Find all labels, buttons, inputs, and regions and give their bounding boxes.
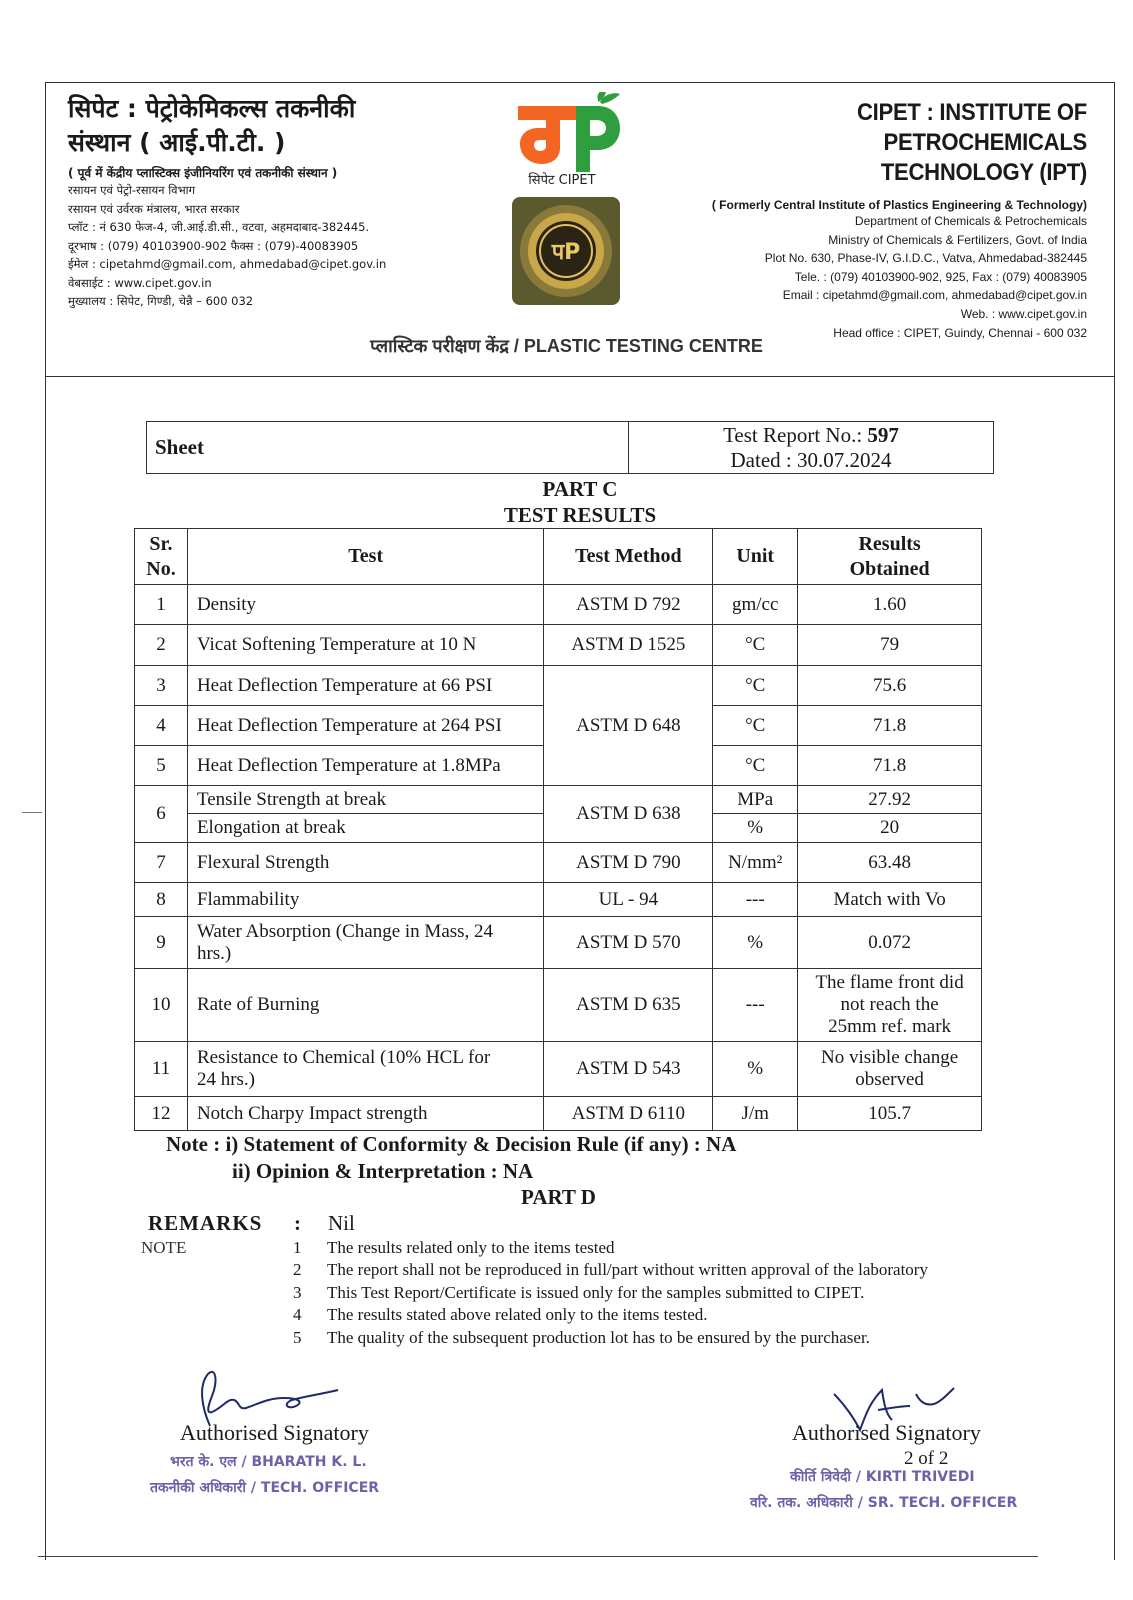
hindi-title-line2: संस्थान ( आई.पी.टी. ) <box>68 128 286 157</box>
part-c-heading <box>0 476 1133 528</box>
report-info <box>629 422 993 473</box>
note-opinion: ii) Opinion & Interpretation : NA <box>232 1159 534 1183</box>
header-sr: Sr. No. <box>135 529 188 585</box>
english-address-line: Plot No. 630, Phase-IV, G.I.D.C., Vatva, Ahmedabad-382445 <box>764 251 1087 266</box>
header-method: Test Method <box>544 529 713 585</box>
table-row: 6 Tensile Strength at break ASTM D 638 MPa 27.92 <box>135 786 982 814</box>
english-title-line2: TECHNOLOGY (IPT) <box>880 159 1087 186</box>
right-signatory-title: Authorised Signatory <box>792 1420 981 1445</box>
right-signatory-name: कीर्ति त्रिवेदी / KIRTI TRIVEDI <box>790 1469 975 1485</box>
report-number: 597 <box>867 423 899 447</box>
note-label: NOTE <box>141 1238 187 1257</box>
left-signatory-name: भरत के. एल / BHARATH K. L. <box>170 1454 367 1470</box>
table-row: 8 Flammability UL - 94 --- Match with Vo <box>135 883 982 917</box>
list-item: 3 This Test Report/Certificate is issued only for the samples submitted to CIPET. <box>293 1282 865 1302</box>
hindi-address-line: मुख्यालय : सिपेट, गिण्डी, चेन्नै – 600 032 <box>68 294 254 308</box>
margin-mark <box>22 812 42 813</box>
english-address-line: Email : cipetahmd@gmail.com, ahmedabad@cipet.gov.in <box>782 288 1087 303</box>
header-results: Results Obtained <box>798 529 982 585</box>
test-results-table <box>134 528 982 1131</box>
sheet-box <box>146 421 994 474</box>
english-header <box>657 98 1087 342</box>
english-address-line: Tele. : (079) 40103900-902, 925, Fax : (079) 40083905 <box>794 269 1087 284</box>
table-row: 9 Water Absorption (Change in Mass, 24 hrs.) ASTM D 570 % 0.072 <box>135 917 982 969</box>
remarks-label: REMARKS <box>148 1211 263 1235</box>
left-signatory-designation: तकनीकी अधिकारी / TECH. OFFICER <box>150 1480 380 1496</box>
remarks-value: Nil <box>328 1211 355 1235</box>
svg-text:पP: पP <box>551 240 581 265</box>
part-c-subtitle: TEST RESULTS <box>503 503 657 527</box>
list-item: 4 The results stated above related only to the items tested. <box>293 1305 708 1325</box>
table-row: 1 Density ASTM D 792 gm/cc 1.60 <box>135 585 982 625</box>
table-row: Elongation at break % 20 <box>135 814 982 843</box>
english-address-line: Department of Chemicals & Petrochemicals <box>854 214 1087 228</box>
hindi-address-line: प्लॉट : नं 630 फेज-4, जी.आई.डी.सी., वटवा, अहमदाबाद-382445. <box>68 220 370 234</box>
hindi-address-line: रसायन एवं उर्वरक मंत्रालय, भारत सरकार <box>68 201 240 216</box>
hindi-address-line: वेबसाईट : www.cipet.gov.in <box>68 275 212 290</box>
english-address-line: Web. : www.cipet.gov.in <box>960 306 1087 321</box>
list-item: 5 The quality of the subsequent production lot has to be ensured by the purchaser. <box>293 1327 870 1347</box>
hindi-address-line: रसायन एवं पेट्रो-रसायन विभाग <box>68 183 196 197</box>
bottom-rule <box>38 1556 1038 1557</box>
plastic-testing-centre: प्लास्टिक परीक्षण केंद्र / PLASTIC TESTING CENTRE <box>370 336 763 356</box>
table-row: 4 Heat Deflection Temperature at 264 PSI °C 71.8 <box>135 706 982 746</box>
note-conformity: Note : i) Statement of Conformity & Decision Rule (if any) : NA <box>166 1132 737 1156</box>
english-address-line: Head office : CIPET, Guindy, Chennai - 600 032 <box>833 325 1087 340</box>
table-row: 12 Notch Charpy Impact strength ASTM D 6110 J/m 105.7 <box>135 1097 982 1131</box>
sheet-label: Sheet <box>147 422 629 473</box>
header-test: Test <box>187 529 544 585</box>
remarks-colon: : <box>294 1211 301 1235</box>
table-row: 7 Flexural Strength ASTM D 790 N/mm² 63.48 <box>135 843 982 883</box>
list-item: 2 The report shall not be reproduced in full/part without written approval of the laboratory <box>293 1260 928 1280</box>
table-row: 5 Heat Deflection Temperature at 1.8MPa °C 71.8 <box>135 746 982 786</box>
table-row: 10 Rate of Burning ASTM D 635 --- The flame front did not reach the 25mm ref. mark <box>135 969 982 1042</box>
english-title-line1: CIPET : INSTITUTE OF PETROCHEMICALS <box>857 99 1087 156</box>
part-d-title: PART D <box>521 1185 596 1209</box>
logo-caption: सिपेट CIPET <box>528 173 596 188</box>
hindi-title-line1: सिपेट : पेट्रोकेमिकल्स तकनीकी <box>68 94 356 123</box>
english-formerly: ( Formerly Central Institute of Plastics Engineering & Technology) <box>711 198 1087 212</box>
right-signatory-designation: वरि. तक. अधिकारी / SR. TECH. OFFICER <box>750 1495 1018 1511</box>
report-date: Dated : 30.07.2024 <box>730 448 892 472</box>
report-number-line <box>629 423 993 448</box>
report-label: Test Report No.: <box>723 423 868 447</box>
header-divider <box>45 376 1115 377</box>
header-unit: Unit <box>713 529 798 585</box>
hindi-address-line: दूरभाष : (079) 40103900-902 फैक्स : (079)-40083905 <box>68 238 359 253</box>
hindi-header <box>68 92 488 311</box>
notes-list <box>290 1237 1010 1349</box>
english-address-line: Ministry of Chemicals & Fertilizers, Govt. of India <box>828 232 1087 247</box>
table-header-row <box>135 529 982 585</box>
table-row: 3 Heat Deflection Temperature at 66 PSI ASTM D 648 °C 75.6 <box>135 666 982 706</box>
left-signatory-title: Authorised Signatory <box>180 1420 369 1445</box>
hologram-seal-icon <box>512 197 620 305</box>
part-c-title: PART C <box>542 477 618 501</box>
list-item: 1 The results related only to the items tested <box>293 1238 615 1257</box>
hindi-formerly: ( पूर्व में केंद्रीय प्लास्टिक्स इंजीनियरिंग एवं तकनीकी संस्थान ) <box>68 166 338 180</box>
table-row: 11 Resistance to Chemical (10% HCL for 24 hrs.) ASTM D 543 % No visible change observed <box>135 1042 982 1097</box>
table-row: 2 Vicat Softening Temperature at 10 N ASTM D 1525 °C 79 <box>135 625 982 666</box>
page-number: 2 of 2 <box>904 1448 949 1469</box>
hindi-address-line: ईमेल : cipetahmd@gmail.com, ahmedabad@cipet.gov.in <box>68 257 387 271</box>
